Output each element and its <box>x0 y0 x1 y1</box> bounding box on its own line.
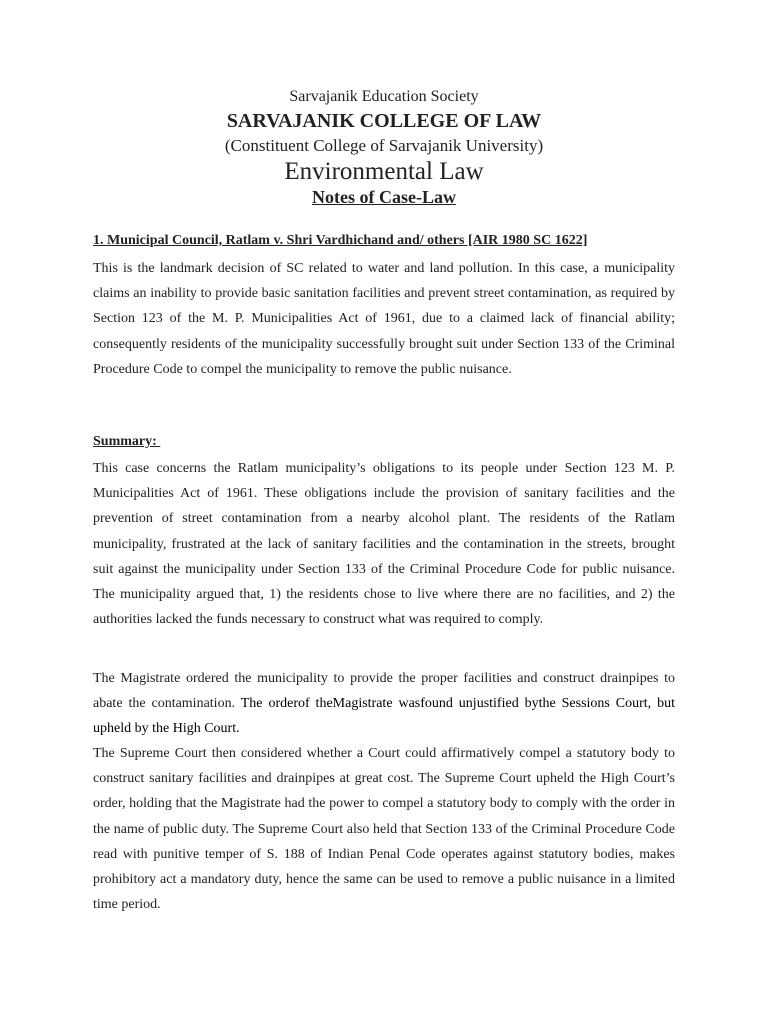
subject-title: Environmental Law <box>284 158 484 185</box>
summary-heading: Summary: <box>93 434 161 449</box>
magistrate-paragraph <box>93 666 675 742</box>
society-name: Sarvajanik Education Society <box>289 88 479 105</box>
notes-title: Notes of Case-Law <box>312 187 456 207</box>
case-intro-paragraph: This is the landmark decision of SC related to water and land pollution. In this case, a municipality claims an inability to provide basic sanitation facilities and prevent street contamination, as required by Section 123 of the M. P. Municipalities Act of 1961, due to a claimed lack of financial ability; consequently residents of the municipality successfully brought suit under Section 133 of the Criminal Procedure Code to compel the municipality to remove the public nuisance. <box>93 261 675 377</box>
magistrate-text-part1: The Magistrate ordered the municipality to provide the proper facilities and construct drainpipes to abate the contamination. <box>93 671 675 712</box>
college-name: SARVAJANIK COLLEGE OF LAW <box>226 110 542 132</box>
case-title: 1. Municipal Council, Ratlam v. Shri Vardhichand and/ others [AIR 1980 SC 1622] <box>93 233 588 248</box>
magistrate-text-part2: The orderof theMagistrate wasfound unjustified bythe Sessions Court, but upheld by the High Court. <box>93 696 675 737</box>
summary-paragraph: This case concerns the Ratlam municipality’s obligations to its people under Section 123 M. P. Municipalities Act of 1961. These obligations include the provision of sanitary facilities and the prevention of street contamination from a nearby alcohol plant. The residents of the Ratlam municipality, frustrated at the lack of sanitary facilities and the contamination in the streets, brought suit against the municipality under Section 133 of the Criminal Procedure Code for public nuisance. The municipality argued that, 1) the residents chose to live where there are no facilities, and 2) the authorities lacked the funds necessary to construct what was required to comply. <box>93 461 675 628</box>
constituent-line: (Constituent College of Sarvajanik University) <box>224 136 544 155</box>
supreme-court-paragraph: The Supreme Court then considered whether a Court could affirmatively compel a statutory body to construct sanitary facilities and drainpipes at great cost. The Supreme Court upheld the High Court’s order, holding that the Magistrate had the power to compel a statutory body to comply with the order in the name of public duty. The Supreme Court also held that Section 133 of the Criminal Procedure Code read with punitive temper of S. 188 of Indian Penal Code operates against statutory bodies, makes prohibitory act a mandatory duty, hence the same can be used to remove a public nuisance in a limited time period. <box>93 746 675 913</box>
